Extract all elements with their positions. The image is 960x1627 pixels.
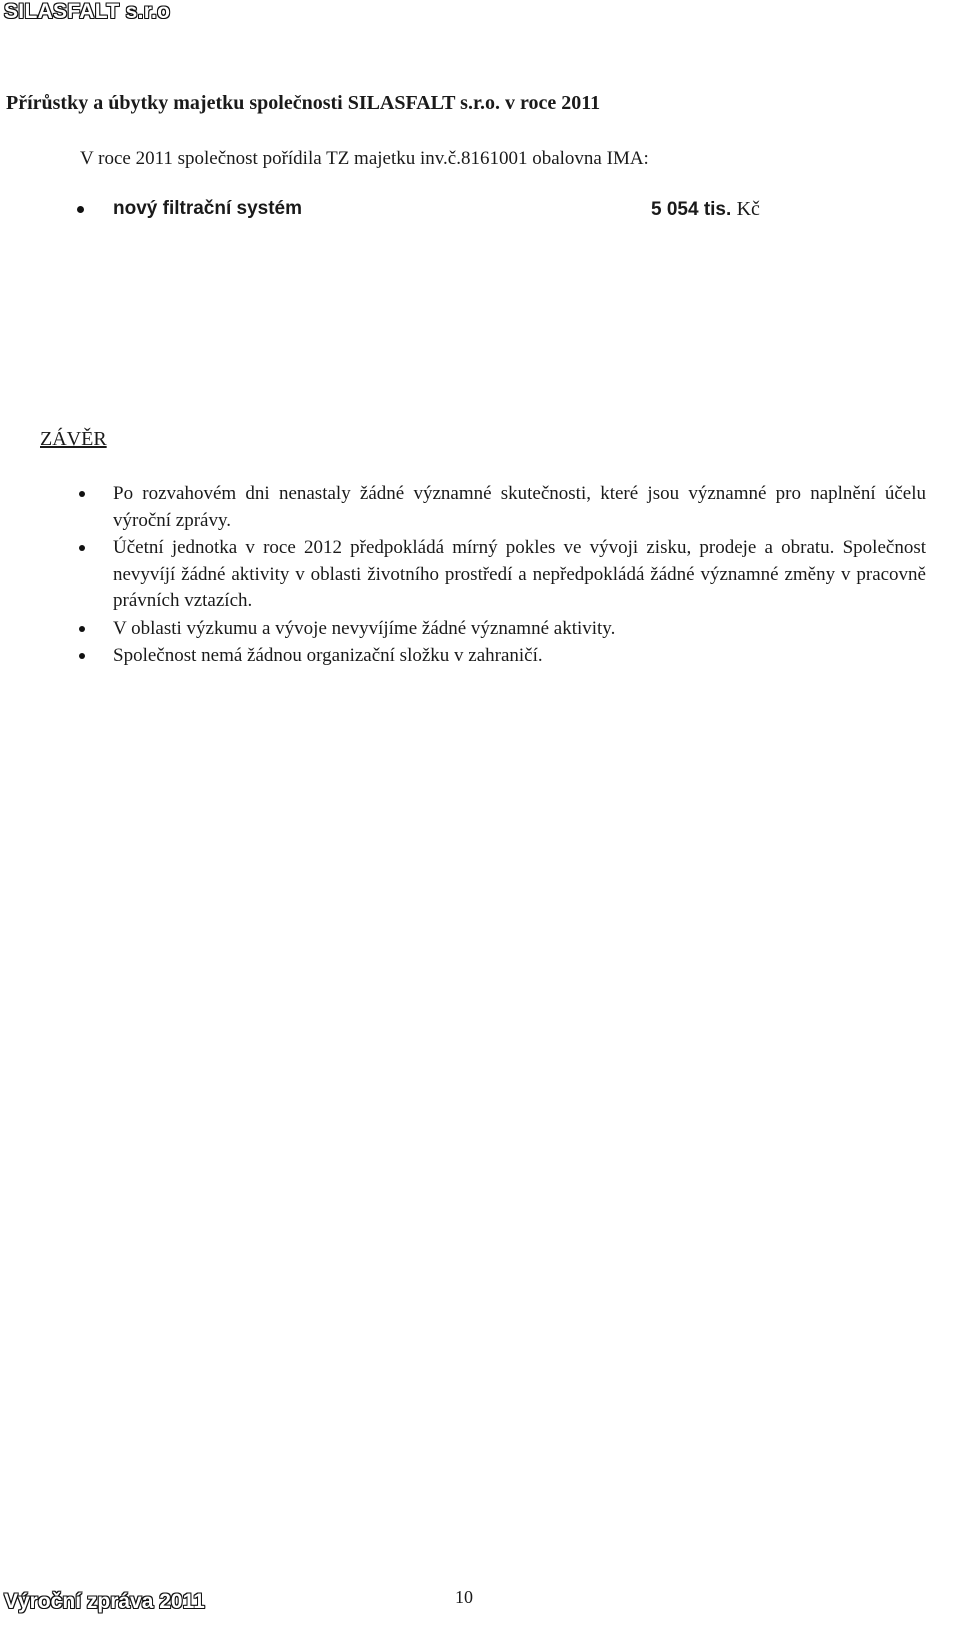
asset-amount-value: 5 054 tis. xyxy=(651,199,732,220)
list-item-text: Společnost nemá žádnou organizační složku v zahraničí. xyxy=(113,645,543,666)
assets-intro: V roce 2011 společnost pořídila TZ majetku inv.č.8161001 obalovna IMA: xyxy=(80,148,649,169)
bullet-icon xyxy=(77,206,84,213)
footer-title: Výroční zpráva 2011 xyxy=(4,1590,205,1613)
list-item xyxy=(113,643,926,670)
asset-item-amount xyxy=(651,198,760,221)
list-item-text: Po rozvahovém dni nenastaly žádné významné skutečnosti, které jsou významné pro naplnění účelu výroční zprávy. xyxy=(113,483,926,531)
header-brand: SILASFALT s.r.o xyxy=(4,0,171,23)
bullet-icon xyxy=(79,626,85,632)
list-item xyxy=(113,481,926,534)
list-item xyxy=(113,616,926,643)
bullet-icon xyxy=(79,491,85,497)
page-number: 10 xyxy=(455,1587,473,1607)
list-item-text: Účetní jednotka v roce 2012 předpokládá mírný pokles ve vývoji zisku, prodeje a obratu. Společnost nevyvíjí žádné aktivity v oblasti životního prostředí a nepředpokládá žádné významné změny v pracovně právních vztazích. xyxy=(113,537,926,611)
asset-amount-currency: Kč xyxy=(736,198,760,220)
conclusion-title: ZÁVĚR xyxy=(40,428,107,450)
asset-item-name: nový filtrační systém xyxy=(113,198,303,219)
list-item-text: V oblasti výzkumu a vývoje nevyvíjíme žádné významné aktivity. xyxy=(113,617,616,639)
list-item xyxy=(113,535,926,615)
conclusion-list xyxy=(113,481,926,671)
assets-section-title: Přírůstky a úbytky majetku společnosti SILASFALT s.r.o. v roce 2011 xyxy=(6,92,601,114)
bullet-icon xyxy=(79,653,85,659)
bullet-icon xyxy=(79,545,85,551)
